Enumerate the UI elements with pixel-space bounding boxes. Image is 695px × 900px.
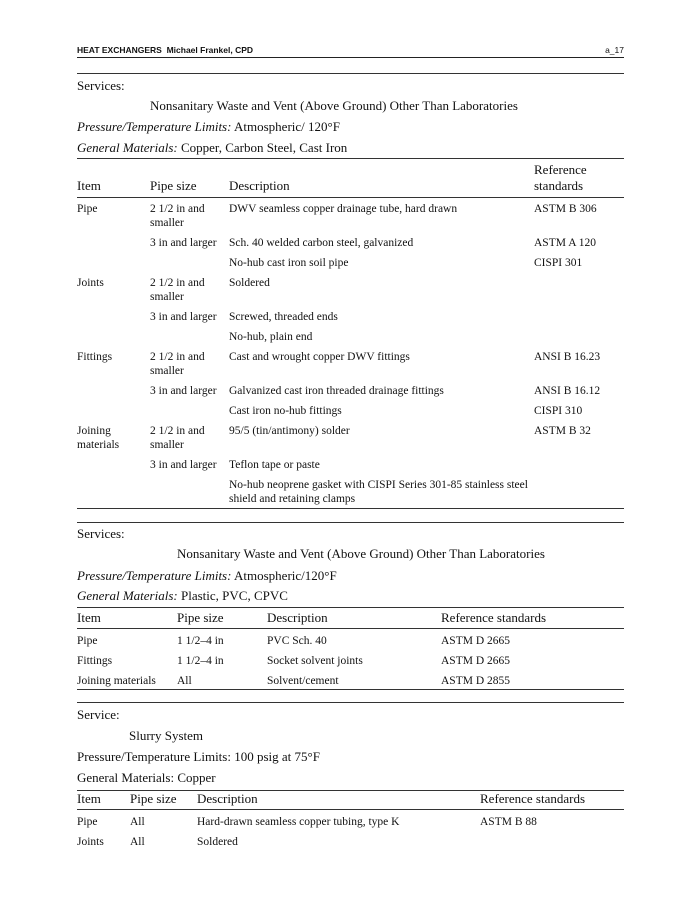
- services-label: Service:: [77, 707, 120, 722]
- cell-item: [77, 306, 150, 326]
- table-row: [77, 669, 624, 689]
- column-header: Reference standards: [534, 161, 587, 193]
- pressure-temperature-line: [77, 568, 337, 584]
- table-row: [77, 306, 624, 326]
- pressure-temperature-line: Pressure/Temperature Limits: 100 psig at 75°F: [77, 749, 320, 764]
- table-row: [77, 400, 624, 420]
- cell-reference: [534, 272, 624, 306]
- header-left: [77, 43, 253, 57]
- table-row: [77, 649, 624, 669]
- page-header: [77, 43, 624, 58]
- table-header-row: [77, 159, 624, 197]
- table-row: [77, 420, 624, 454]
- cell-description: Socket solvent joints: [267, 655, 363, 667]
- table-row: [77, 454, 624, 474]
- cell-description: Soldered: [197, 836, 238, 848]
- cell-item: [77, 326, 150, 346]
- table-row: [77, 810, 624, 831]
- column-header: Description: [229, 177, 290, 193]
- header-title: HEAT EXCHANGERS: [77, 45, 162, 55]
- table-row: [77, 830, 624, 850]
- section-divider: [77, 702, 624, 703]
- table-row: [77, 326, 624, 346]
- column-header: Pipe size: [150, 177, 197, 193]
- cell-reference: ASTM D 2855: [441, 675, 511, 687]
- services-label: Services:: [77, 78, 125, 93]
- cell-reference: ASTM B 306: [534, 202, 597, 215]
- pt-value: Atmospheric/ 120°F: [234, 119, 340, 134]
- service-name: Nonsanitary Waste and Vent (Above Ground) Other Than Laboratories: [177, 546, 545, 561]
- cell-pipe-size: 3 in and larger: [150, 236, 217, 249]
- cell-item: [77, 474, 150, 508]
- column-header: Item: [77, 177, 101, 193]
- cell-description: Hard-drawn seamless copper tubing, type K: [197, 816, 400, 828]
- cell-description: Cast and wrought copper DWV fittings: [229, 350, 410, 363]
- cell-reference: ANSI B 16.12: [534, 384, 601, 397]
- gm-label: General Materials:: [77, 588, 178, 603]
- table-bottom-rule: [77, 508, 624, 509]
- cell-pipe-size: 2 1/2 in and smaller: [150, 350, 205, 377]
- table-row: [77, 252, 624, 272]
- cell-pipe-size: 3 in and larger: [150, 458, 217, 471]
- column-header: Item: [77, 610, 101, 625]
- cell-reference: [534, 306, 624, 326]
- table-header-row: [77, 791, 624, 810]
- service-name: Nonsanitary Waste and Vent (Above Ground) Other Than Laboratories: [150, 98, 518, 113]
- cell-item: Joining materials: [77, 675, 156, 687]
- cell-item: [77, 400, 150, 420]
- cell-description: Soldered: [229, 276, 270, 289]
- cell-pipe-size: All: [130, 816, 145, 828]
- table-row: [77, 272, 624, 306]
- column-header: Description: [197, 791, 258, 806]
- cell-item: [77, 252, 150, 272]
- cell-reference: [534, 474, 624, 508]
- section-divider: [77, 522, 624, 523]
- cell-pipe-size: 1 1/2–4 in: [177, 635, 224, 647]
- gm-value: Plastic, PVC, CPVC: [180, 588, 288, 603]
- cell-reference: [534, 454, 624, 474]
- cell-item: Joining materials: [77, 424, 120, 451]
- cell-pipe-size: 1 1/2–4 in: [177, 655, 224, 667]
- table-row: [77, 346, 624, 380]
- cell-pipe-size: [150, 326, 229, 346]
- section-divider: [77, 73, 624, 74]
- cell-reference: CISPI 301: [534, 256, 583, 269]
- column-header: Reference standards: [480, 791, 586, 806]
- cell-description: Galvanized cast iron threaded drainage fittings: [229, 384, 444, 397]
- cell-item: [77, 454, 150, 474]
- cell-description: No-hub neoprene gasket with CISPI Series 301-85 stainless steel shield and retaining clamps: [229, 478, 528, 505]
- table-row: [77, 197, 624, 232]
- cell-description: Solvent/cement: [267, 675, 339, 687]
- cell-description: PVC Sch. 40: [267, 635, 327, 647]
- materials-table: [77, 610, 624, 689]
- table-row: [77, 474, 624, 508]
- cell-reference: ASTM A 120: [534, 236, 596, 249]
- cell-item: Joints: [77, 836, 104, 848]
- cell-item: Fittings: [77, 350, 113, 363]
- cell-description: DWV seamless copper drainage tube, hard drawn: [229, 202, 458, 215]
- column-header: Description: [267, 610, 328, 625]
- gm-label: General Materials:: [77, 140, 178, 155]
- table-bottom-rule: [77, 689, 624, 690]
- pt-value: Atmospheric/120°F: [234, 568, 337, 583]
- cell-item: Pipe: [77, 816, 98, 828]
- service-name: Slurry System: [129, 728, 204, 743]
- cell-pipe-size: 2 1/2 in and smaller: [150, 202, 205, 229]
- pt-label: Pressure/Temperature Limits:: [77, 568, 232, 583]
- table-row: [77, 629, 624, 650]
- page-id: a_17: [605, 45, 624, 55]
- general-materials-line: [77, 140, 347, 156]
- cell-pipe-size: [150, 252, 229, 272]
- gm-value: Copper, Carbon Steel, Cast Iron: [180, 140, 348, 155]
- cell-description: Teflon tape or paste: [229, 458, 320, 471]
- cell-item: [77, 232, 150, 252]
- cell-description: No-hub, plain end: [229, 330, 313, 343]
- cell-item: [77, 380, 150, 400]
- column-header: Pipe size: [130, 791, 177, 806]
- materials-table: [77, 791, 624, 850]
- cell-reference: [534, 326, 624, 346]
- table-top-rule: [77, 607, 624, 608]
- cell-description: Sch. 40 welded carbon steel, galvanized: [229, 236, 414, 249]
- cell-description: Screwed, threaded ends: [229, 310, 338, 323]
- cell-reference: ANSI B 16.23: [534, 350, 601, 363]
- header-author: Michael Frankel, CPD: [166, 45, 254, 55]
- pressure-temperature-line: [77, 119, 340, 135]
- cell-pipe-size: 3 in and larger: [150, 384, 217, 397]
- table-row: [77, 380, 624, 400]
- cell-description: Cast iron no-hub fittings: [229, 404, 342, 417]
- cell-reference: ASTM B 88: [480, 816, 537, 828]
- cell-description: 95/5 (tin/antimony) solder: [229, 424, 350, 437]
- cell-pipe-size: 3 in and larger: [150, 310, 217, 323]
- cell-reference: CISPI 310: [534, 404, 583, 417]
- table-row: [77, 232, 624, 252]
- cell-pipe-size: 2 1/2 in and smaller: [150, 424, 205, 451]
- column-header: Reference standards: [441, 610, 547, 625]
- general-materials-line: General Materials: Copper: [77, 770, 216, 785]
- column-header: Pipe size: [177, 610, 224, 625]
- general-materials-line: [77, 588, 288, 604]
- cell-description: No-hub cast iron soil pipe: [229, 256, 349, 269]
- cell-item: Fittings: [77, 655, 113, 667]
- cell-reference: ASTM D 2665: [441, 635, 511, 647]
- table-header-row: [77, 610, 624, 629]
- cell-pipe-size: 2 1/2 in and smaller: [150, 276, 205, 303]
- cell-reference: ASTM B 32: [534, 424, 591, 437]
- cell-pipe-size: All: [130, 836, 145, 848]
- pt-label: Pressure/Temperature Limits:: [77, 119, 232, 134]
- cell-item: Pipe: [77, 202, 98, 215]
- cell-item: Joints: [77, 276, 104, 289]
- cell-reference: [480, 830, 624, 850]
- column-header: Item: [77, 791, 101, 806]
- cell-pipe-size: [150, 474, 229, 508]
- services-label: Services:: [77, 526, 125, 541]
- cell-pipe-size: All: [177, 675, 192, 687]
- materials-table: [77, 159, 624, 508]
- cell-pipe-size: [150, 400, 229, 420]
- cell-item: Pipe: [77, 635, 98, 647]
- cell-reference: ASTM D 2665: [441, 655, 511, 667]
